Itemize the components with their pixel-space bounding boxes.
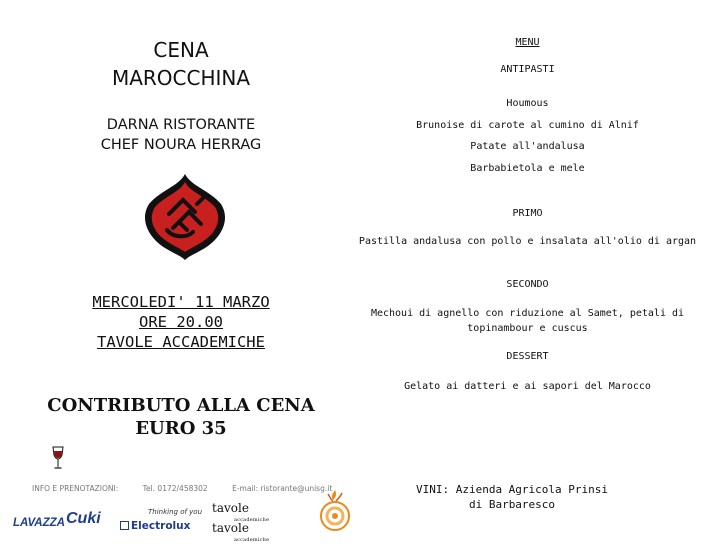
secondo-heading: SECONDO: [506, 279, 549, 290]
menu-item: Patate all'andalusa: [470, 141, 585, 152]
menu-heading: MENU: [515, 37, 540, 48]
menu-item: Gelato ai datteri e ai sapori del Marocco: [404, 381, 651, 392]
title-line-1: CENA: [153, 38, 209, 62]
wine-line-2: di Barbaresco: [468, 498, 556, 511]
restaurant-name: DARNA RISTORANTE: [106, 117, 256, 133]
event-time: ORE 20.00: [139, 313, 223, 331]
menu-item: Mechoui di agnello con riduzione al Samet, petali di topinambour e cuscus: [370, 308, 685, 334]
electrolux-mark-icon: [120, 521, 129, 530]
tavole-logo-2-text: tavole: [212, 521, 249, 535]
wine-glass-icon: [50, 446, 66, 470]
menu-item: Houmous: [506, 98, 549, 109]
menu-item: Barbabietola e mele: [470, 163, 585, 174]
primo-heading: PRIMO: [512, 208, 543, 219]
contribution: [28, 394, 334, 440]
event-venue: TAVOLE ACCADEMICHE: [97, 333, 265, 351]
menu-item: Brunoise di carote al cumino di Alnif: [416, 120, 639, 131]
chef-name: CHEF NOURA HERRAG: [100, 137, 262, 153]
antipasti-heading: ANTIPASTI: [500, 64, 555, 75]
info-label: INFO E PRENOTAZIONI:: [32, 484, 119, 493]
tavole-logo-2: [212, 522, 269, 546]
event-date: MERCOLEDI' 11 MARZO: [92, 293, 270, 311]
electrolux-name: Electrolux: [131, 520, 191, 532]
restaurant-info: [70, 115, 292, 155]
info-phone: Tel. 0172/458302: [142, 484, 208, 493]
contribution-price: EURO 35: [135, 418, 227, 439]
contribution-label: CONTRIBUTO ALLA CENA: [47, 395, 315, 416]
info-email: E-mail: ristorante@unisg.it: [232, 484, 333, 493]
wine-info: [372, 482, 652, 512]
contact-info: [32, 484, 354, 493]
electrolux-logo: [120, 520, 190, 532]
electrolux-tagline: Thinking of you: [148, 508, 203, 516]
wine-line-1: VINI: Azienda Agricola Prinsi: [415, 483, 609, 496]
menu-item: Pastilla andalusa con pollo e insalata all'olio di argan: [358, 236, 697, 247]
lavazza-logo-text: LAVAZZA: [13, 515, 65, 529]
tavole-logo-1-text: tavole: [212, 501, 249, 515]
tavole-logo-2-sub: accademiche: [234, 537, 270, 543]
moroccan-emblem-logo: [143, 172, 227, 262]
title-line-2: MAROCCHINA: [111, 66, 251, 90]
event-details: [60, 292, 302, 352]
lavazza-logo: [12, 512, 67, 530]
university-emblem-logo: [318, 488, 352, 532]
tavole-logo-1-sub: accademiche: [234, 517, 270, 523]
event-title: [70, 36, 292, 92]
dessert-heading: DESSERT: [506, 351, 549, 362]
cuki-logo: Cuki: [66, 510, 101, 527]
